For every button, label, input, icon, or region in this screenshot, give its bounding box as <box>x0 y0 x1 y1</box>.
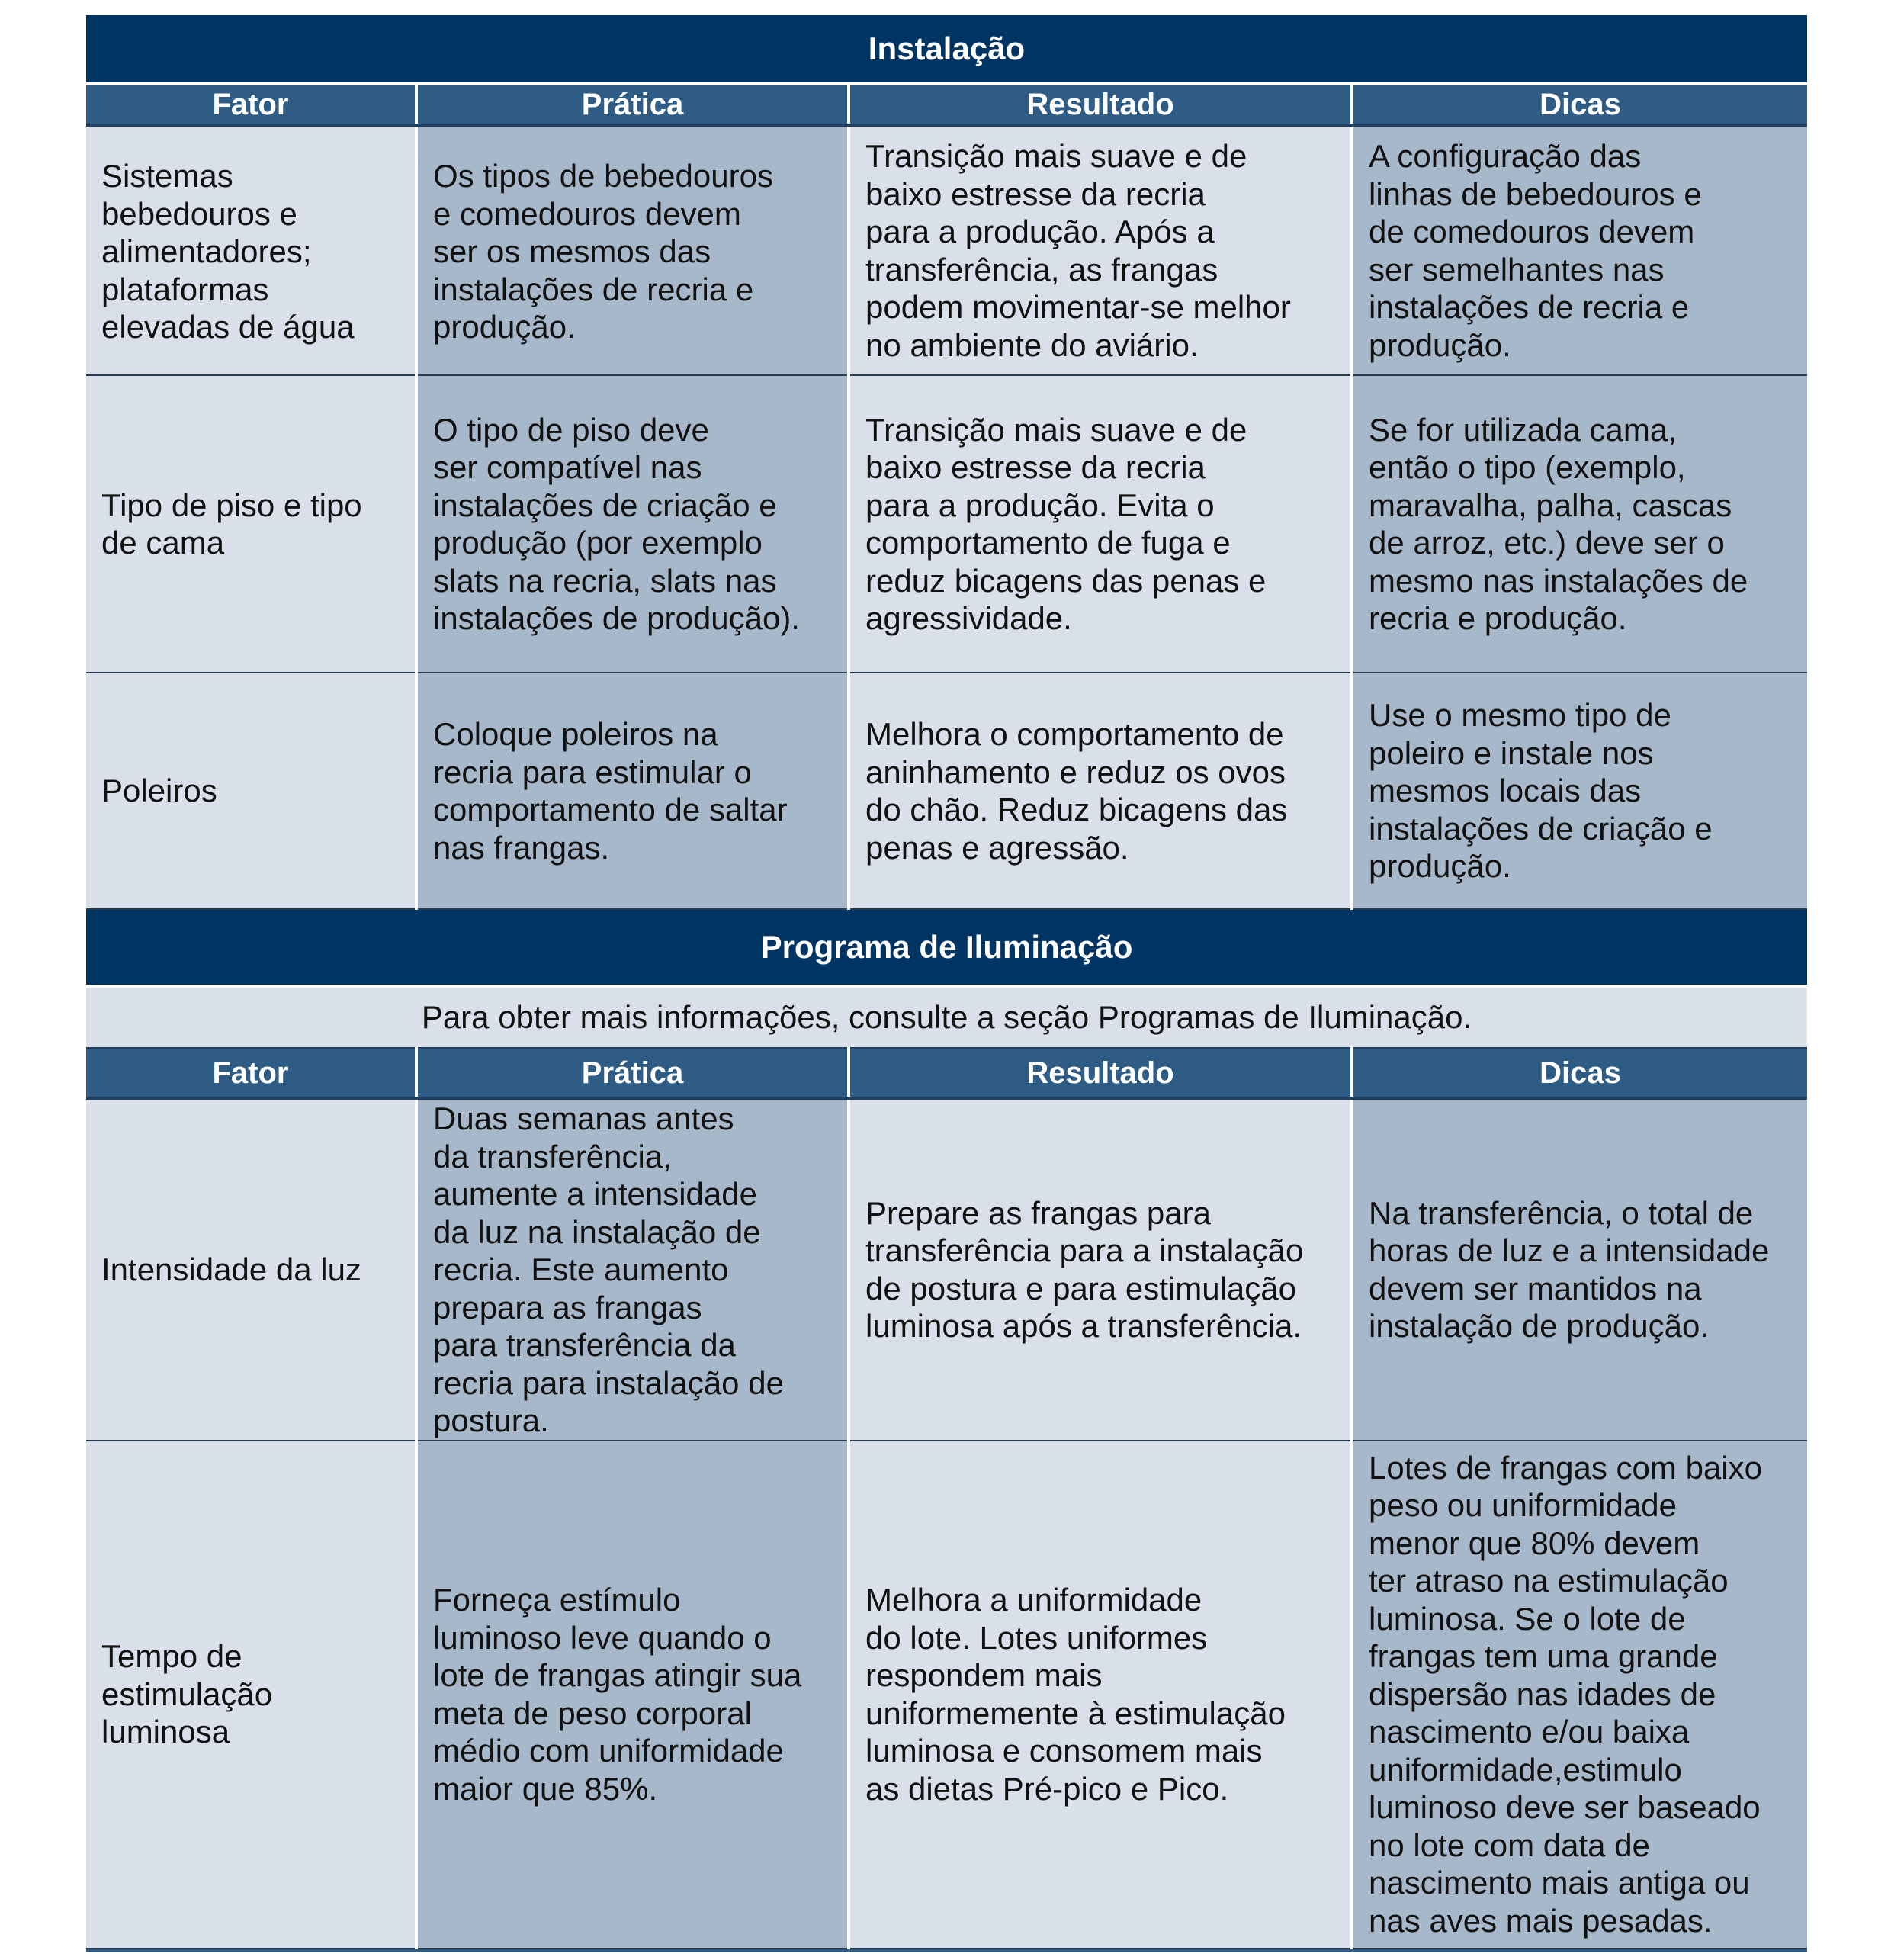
cell-fator: Tempo de estimulação luminosa <box>86 1441 416 1949</box>
column-header-resultado: Resultado <box>849 84 1352 125</box>
section-note-row <box>86 986 1807 1049</box>
cell-resultado: Melhora a uniformidade do lote. Lotes uniformes respondem mais uniformemente à estimulação luminosa e consomem mais as dietas Pré-pico e Pico. <box>849 1441 1352 1949</box>
cell-pratica: Duas semanas antes da transferência, aumente a intensidade da luz na instalação de recria. Este aumento prepara as frangas para transferência da recria para instalação de postura. <box>416 1098 849 1441</box>
table-row <box>86 673 1807 909</box>
cell-fator: Tipo de piso e tipo de cama <box>86 375 416 673</box>
table-row <box>86 1098 1807 1441</box>
guidelines-table <box>86 15 1807 1949</box>
cell-resultado: Melhora o comportamento de aninhamento e reduz os ovos do chão. Reduz bicagens das penas e agressão. <box>849 673 1352 909</box>
document <box>86 15 1807 1952</box>
cell-resultado: Transição mais suave e de baixo estresse da recria para a produção. Após a transferência, as frangas podem movimentar-se melhor no ambiente do aviário. <box>849 125 1352 375</box>
column-header-row <box>86 1049 1807 1099</box>
cell-dicas: A configuração das linhas de bebedouros e de comedouros devem ser semelhantes nas instalações de recria e produção. <box>1352 125 1807 375</box>
section-note: Para obter mais informações, consulte a seção Programas de Iluminação. <box>86 986 1807 1049</box>
cell-dicas: Use o mesmo tipo de poleiro e instale nos mesmos locais das instalações de criação e produção. <box>1352 673 1807 909</box>
cell-dicas: Lotes de frangas com baixo peso ou uniformidade menor que 80% devem ter atraso na estimulação luminosa. Se o lote de frangas tem uma grande dispersão nas idades de nascimento e/ou baixa uniformidade,estimulo luminoso deve ser baseado no lote com data de nascimento mais antiga ou nas aves mais pesadas. <box>1352 1441 1807 1949</box>
column-header-dicas: Dicas <box>1352 1049 1807 1099</box>
cell-fator: Sistemas bebedouros e alimentadores; plataformas elevadas de água <box>86 125 416 375</box>
cell-dicas: Se for utilizada cama, então o tipo (exemplo, maravalha, palha, cascas de arroz, etc.) deve ser o mesmo nas instalações de recria e produção. <box>1352 375 1807 673</box>
column-header-fator: Fator <box>86 84 416 125</box>
cell-fator: Intensidade da luz <box>86 1098 416 1441</box>
cell-pratica: Os tipos de bebedouros e comedouros devem ser os mesmos das instalações de recria e produção. <box>416 125 849 375</box>
cell-resultado: Transição mais suave e de baixo estresse da recria para a produção. Evita o comportamento de fuga e reduz bicagens das penas e agressividade. <box>849 375 1352 673</box>
cell-fator: Poleiros <box>86 673 416 909</box>
section-header-lighting <box>86 909 1807 986</box>
column-header-pratica: Prática <box>416 84 849 125</box>
column-header-row <box>86 84 1807 125</box>
section-title: Instalação <box>86 15 1807 84</box>
table-row <box>86 375 1807 673</box>
cell-pratica: O tipo de piso deve ser compatível nas instalações de criação e produção (por exemplo slats na recria, slats nas instalações de produção). <box>416 375 849 673</box>
column-header-fator: Fator <box>86 1049 416 1099</box>
column-header-dicas: Dicas <box>1352 84 1807 125</box>
cell-pratica: Coloque poleiros na recria para estimular o comportamento de saltar nas frangas. <box>416 673 849 909</box>
column-header-pratica: Prática <box>416 1049 849 1099</box>
cell-dicas: Na transferência, o total de horas de luz e a intensidade devem ser mantidos na instalação de produção. <box>1352 1098 1807 1441</box>
column-header-resultado: Resultado <box>849 1049 1352 1099</box>
cell-pratica: Forneça estímulo luminoso leve quando o lote de frangas atingir sua meta de peso corporal médio com uniformidade maior que 85%. <box>416 1441 849 1949</box>
table-row <box>86 125 1807 375</box>
bottom-rule <box>86 1949 1807 1952</box>
cell-resultado: Prepare as frangas para transferência para a instalação de postura e para estimulação luminosa após a transferência. <box>849 1098 1352 1441</box>
table-row <box>86 1441 1807 1949</box>
section-header-installation <box>86 15 1807 84</box>
section-title: Programa de Iluminação <box>86 909 1807 986</box>
